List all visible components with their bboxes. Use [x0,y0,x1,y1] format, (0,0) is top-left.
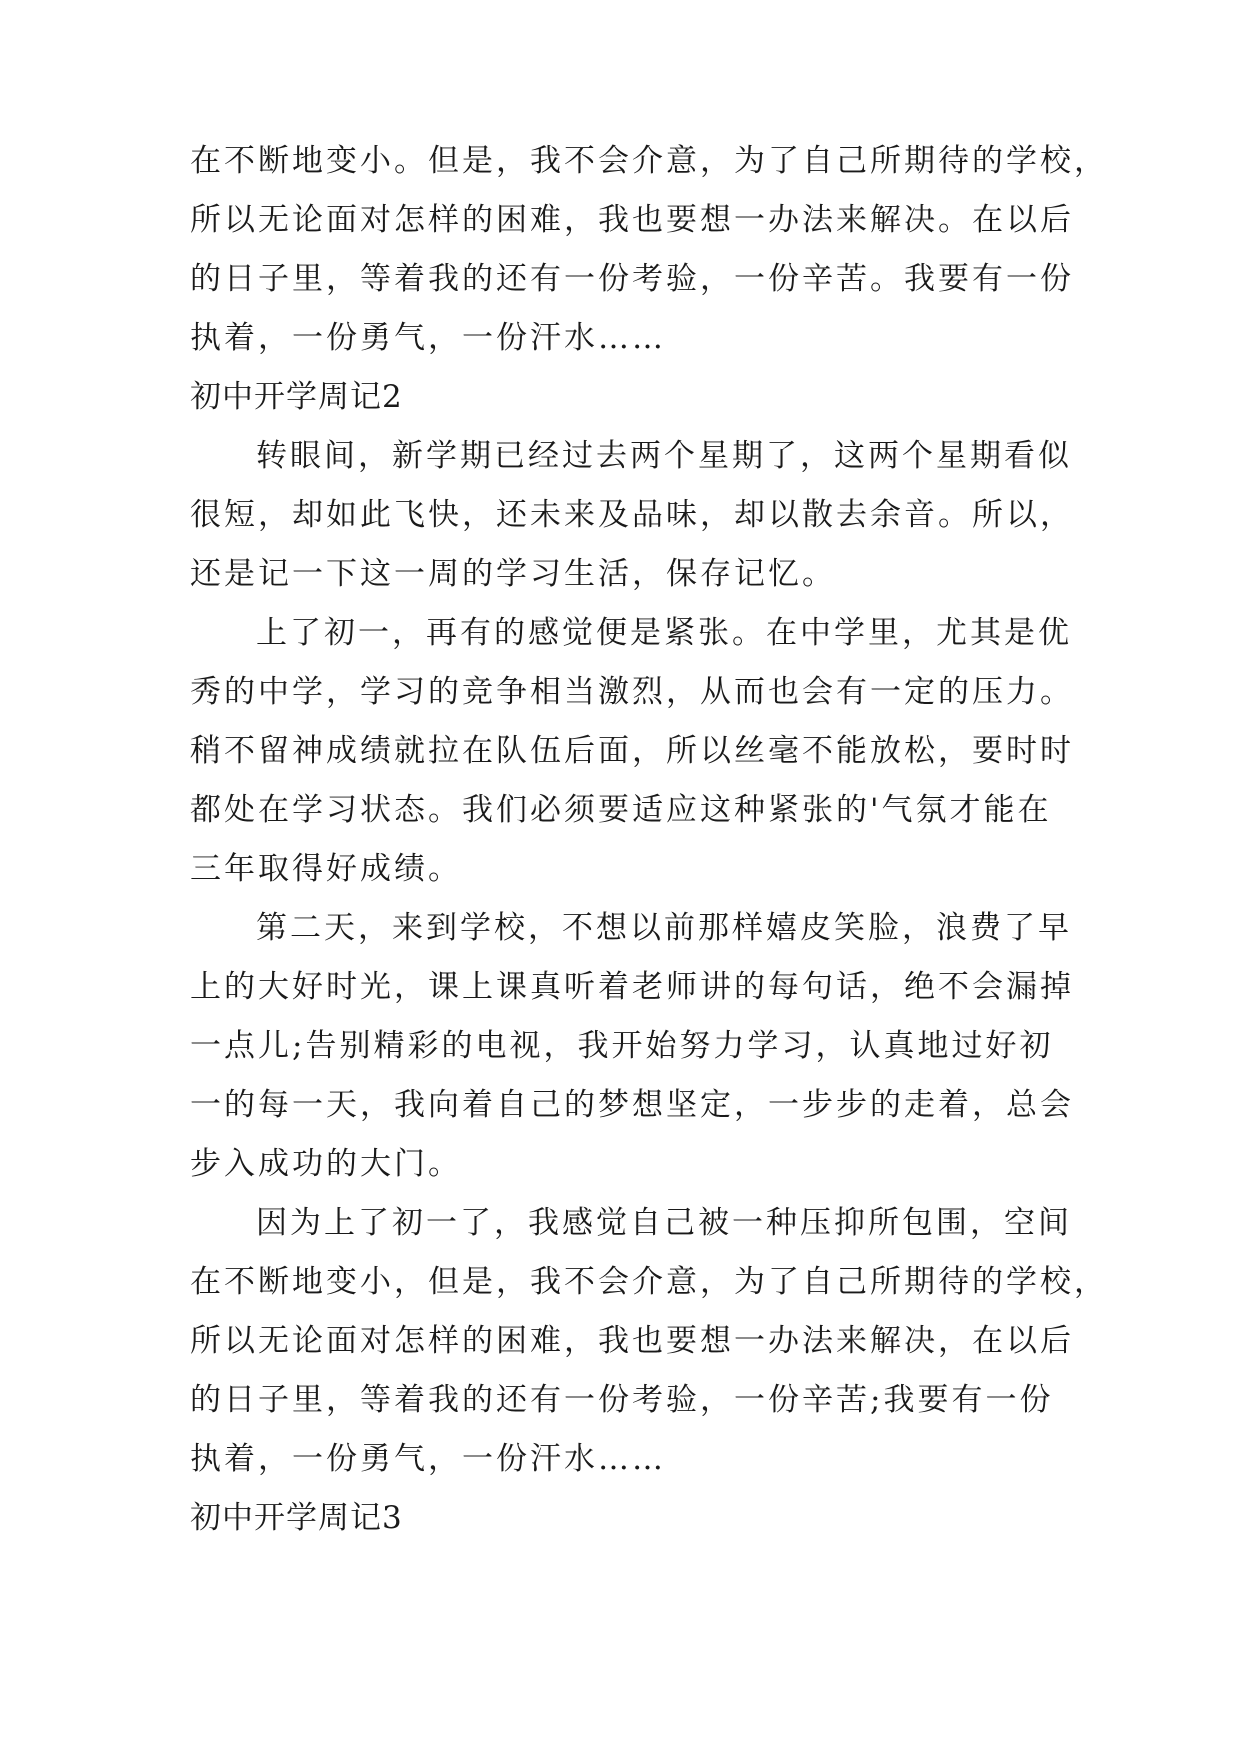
text-line: 所以无论面对怎样的困难，我也要想一办法来解决。在以后 [190,202,1074,238]
paragraph-2 [190,604,1074,899]
paragraph-4 [190,1194,1108,1489]
text-line: 三年取得好成绩。 [190,851,462,887]
text-line: 因为上了初一了，我感觉自己被一种压抑所包围，空间 [256,1205,1072,1241]
text-line: 都处在学习状态。我们必须要适应这种紧张的'气氛才能在 [190,792,1052,828]
text-line: 第二天，来到学校，不想以前那样嬉皮笑脸，浪费了早 [256,910,1072,946]
text-line: 上的大好时光，课上课真听着老师讲的每句话，绝不会漏掉 [190,969,1074,1005]
text-line: 上了初一，再有的感觉便是紧张。在中学里，尤其是优 [256,615,1072,651]
text-line: 步入成功的大门。 [190,1146,462,1182]
text-line: 稍不留神成绩就拉在队伍后面，所以丝毫不能放松，要时时 [190,733,1074,769]
paragraph-3 [190,899,1074,1194]
text-line: 所以无论面对怎样的困难，我也要想一办法来解决，在以后 [190,1323,1074,1359]
text-line: 秀的中学，学习的竞争相当激烈，从而也会有一定的压力。 [190,674,1074,710]
paragraph-continued [190,132,1108,368]
text-line: 在不断地变小。但是，我不会介意，为了自己所期待的学校， [190,143,1108,179]
section-heading-2: 初中开学周记2 [190,379,403,415]
text-line: 一的每一天，我向着自己的梦想坚定，一步步的走着，总会 [190,1087,1074,1123]
text-line: 还是记一下这一周的学习生活，保存记忆。 [190,556,836,592]
text-line: 的日子里，等着我的还有一份考验，一份辛苦。我要有一份 [190,261,1074,297]
text-line: 执着，一份勇气，一份汗水…… [190,320,666,356]
section-heading-3: 初中开学周记3 [190,1500,403,1536]
text-line: 的日子里，等着我的还有一份考验，一份辛苦;我要有一份 [190,1382,1054,1418]
text-line: 一点儿;告别精彩的电视，我开始努力学习，认真地过好初 [190,1028,1054,1064]
document-page [190,132,1108,1548]
text-line: 转眼间，新学期已经过去两个星期了，这两个星期看似 [256,438,1072,474]
text-line: 在不断地变小，但是，我不会介意，为了自己所期待的学校， [190,1264,1108,1300]
paragraph-1 [190,427,1074,604]
text-line: 执着，一份勇气，一份汗水…… [190,1441,666,1477]
text-line: 很短，却如此飞快，还未来及品味，却以散去余音。所以， [190,497,1074,533]
